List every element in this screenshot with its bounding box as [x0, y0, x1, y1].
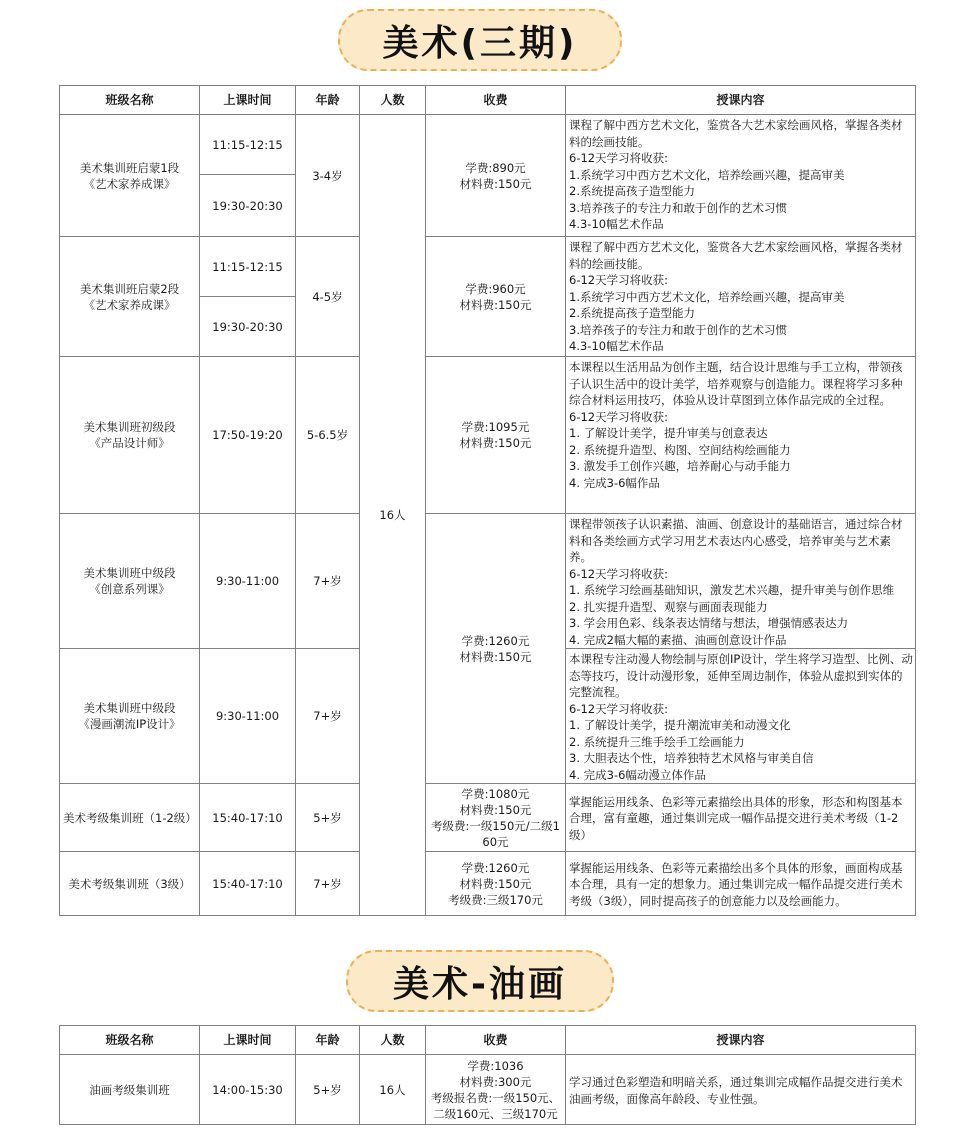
time-cell: 14:00-15:30 — [200, 1055, 296, 1125]
section-title-banner — [338, 9, 622, 71]
age-cell: 7+岁 — [296, 852, 360, 916]
header-count: 人数 — [360, 1026, 426, 1055]
header-time: 上课时间 — [200, 1026, 296, 1055]
fee-cell: 学费:960元 材料费:150元 — [426, 237, 566, 357]
header-class-name: 班级名称 — [60, 86, 200, 115]
table-row — [60, 357, 916, 514]
header-count: 人数 — [360, 86, 426, 115]
table-header-row — [60, 86, 916, 115]
age-cell: 7+岁 — [296, 649, 360, 784]
table-header-row — [60, 1026, 916, 1055]
content-cell: 掌握能运用线条、色彩等元素描绘出多个具体的形象，画面构成基本合理，具有一定的想象力。通过集训完成一幅作品提交进行美术考级（3级），同时提高孩子的创意能力以及绘画能力。 — [566, 852, 916, 916]
time-cell: 9:30-11:00 — [200, 514, 296, 649]
content-cell: 本课程以生活用品为创作主题，结合设计思维与手工立构，带领孩子认识生活中的设计美学，培养观察与创造能力。课程将学习多种综合材料运用技巧，体验从设计草图到立体作品完成的全过程。 6-12天学习将收获: 1. 了解设计美学，提升审美与创意表达 2. 系统提升造型、构图、空间结构绘画能力 3. 激发手工创作兴趣，培养耐心与动手能力 4. 完成3-6幅作品 — [566, 357, 916, 514]
section-title: 美术(三期) — [382, 22, 578, 64]
course-table-oil-painting — [59, 1025, 916, 1125]
fee-cell: 学费:1095元 材料费:150元 — [426, 357, 566, 514]
fee-cell: 学费:1036 材料费:300元 考级报名费:一级150元、二级160元、三级170元 — [426, 1055, 566, 1125]
age-cell: 5+岁 — [296, 784, 360, 852]
class-name-cell: 美术集训班启蒙2段 《艺术家养成课》 — [60, 237, 200, 357]
content-cell: 课程了解中西方艺术文化，鉴赏各大艺术家绘画风格，掌握各类材料的绘画技能。 6-12天学习将收获: 1.系统学习中西方艺术文化，培养绘画兴趣，提高审美 2.系统提高孩子造型能力 3.培养孩子的专注力和敢于创作的艺术习惯 4.3-10幅艺术作品 — [566, 115, 916, 237]
table-row — [60, 237, 916, 297]
time-cell: 15:40-17:10 — [200, 784, 296, 852]
table-row — [60, 514, 916, 649]
class-name-cell: 美术集训班启蒙1段 《艺术家养成课》 — [60, 115, 200, 237]
class-name-cell: 油画考级集训班 — [60, 1055, 200, 1125]
content-cell: 课程了解中西方艺术文化，鉴赏各大艺术家绘画风格，掌握各类材料的绘画技能。 6-12天学习将收获: 1.系统学习中西方艺术文化，培养绘画兴趣，提高审美 2.系统提高孩子造型能力 3.培养孩子的专注力和敢于创作的艺术习惯 4.3-10幅艺术作品 — [566, 237, 916, 357]
time-cell: 11:15-12:15 — [200, 115, 296, 175]
time-cell: 15:40-17:10 — [200, 852, 296, 916]
content-cell: 课程带领孩子认识素描、油画、创意设计的基础语言，通过综合材料和各类绘画方式学习用艺术表达内心感受，培养审美与艺术素养。 6-12天学习将收获: 1. 系统学习绘画基础知识，激发艺术兴趣，提升审美与创作思维 2. 扎实提升造型、观察与画面表现能力 3. 学会用色彩、线条表达情绪与想法，增强情感表达力 4. 完成2幅大幅的素描、油画创意设计作品 — [566, 514, 916, 649]
section-title-banner — [346, 950, 614, 1012]
content-cell: 学习通过色彩塑造和明暗关系，通过集训完成幅作品提交进行美术油画考级，面像高年龄段、专业性强。 — [566, 1055, 916, 1125]
course-table-art — [59, 85, 916, 916]
table-row — [60, 1055, 916, 1125]
fee-cell: 学费:890元 材料费:150元 — [426, 115, 566, 237]
fee-cell: 学费:1260元 材料费:150元 考级费:三级170元 — [426, 852, 566, 916]
section-title: 美术-油画 — [393, 963, 567, 1005]
table-row — [60, 115, 916, 175]
content-cell: 本课程专注动漫人物绘制与原创IP设计，学生将学习造型、比例、动态等技巧，设计动漫形象，延伸至周边制作，体验从虚拟到实体的完整流程。 6-12天学习将收获: 1. 了解设计美学，提升潮流审美和动漫文化 2. 系统提升三维手绘手工绘画能力 3. 大胆表达个性，培养独特艺术风格与审美自信 4. 完成3-6幅动漫立体作品 — [566, 649, 916, 784]
age-cell: 4-5岁 — [296, 237, 360, 357]
class-name-cell: 美术集训班中级段 《漫画潮流IP设计》 — [60, 649, 200, 784]
header-content: 授课内容 — [566, 86, 916, 115]
header-class-name: 班级名称 — [60, 1026, 200, 1055]
class-name-cell: 美术考级集训班（3级） — [60, 852, 200, 916]
age-cell: 5+岁 — [296, 1055, 360, 1125]
header-fee: 收费 — [426, 1026, 566, 1055]
class-name-cell: 美术集训班初级段 《产品设计师》 — [60, 357, 200, 514]
header-age: 年龄 — [296, 1026, 360, 1055]
class-name-cell: 美术考级集训班（1-2级） — [60, 784, 200, 852]
content-cell: 掌握能运用线条、色彩等元素描绘出具体的形象，形态和构图基本合理，富有童趣，通过集训完成一幅作品提交进行美术考级（1-2级） — [566, 784, 916, 852]
age-cell: 5-6.5岁 — [296, 357, 360, 514]
class-name-cell: 美术集训班中级段 《创意系列课》 — [60, 514, 200, 649]
time-cell: 9:30-11:00 — [200, 649, 296, 784]
count-cell: 16人 — [360, 1055, 426, 1125]
count-cell: 16人 — [360, 115, 426, 916]
time-cell: 11:15-12:15 — [200, 237, 296, 297]
time-cell: 19:30-20:30 — [200, 297, 296, 357]
fee-cell: 学费:1080元 材料费:150元 考级费:一级150元/二级160元 — [426, 784, 566, 852]
fee-cell: 学费:1260元 材料费:150元 — [426, 514, 566, 784]
header-time: 上课时间 — [200, 86, 296, 115]
header-age: 年龄 — [296, 86, 360, 115]
header-content: 授课内容 — [566, 1026, 916, 1055]
table-row — [60, 852, 916, 916]
age-cell: 7+岁 — [296, 514, 360, 649]
age-cell: 3-4岁 — [296, 115, 360, 237]
header-fee: 收费 — [426, 86, 566, 115]
table-row — [60, 784, 916, 852]
time-cell: 19:30-20:30 — [200, 175, 296, 237]
time-cell: 17:50-19:20 — [200, 357, 296, 514]
